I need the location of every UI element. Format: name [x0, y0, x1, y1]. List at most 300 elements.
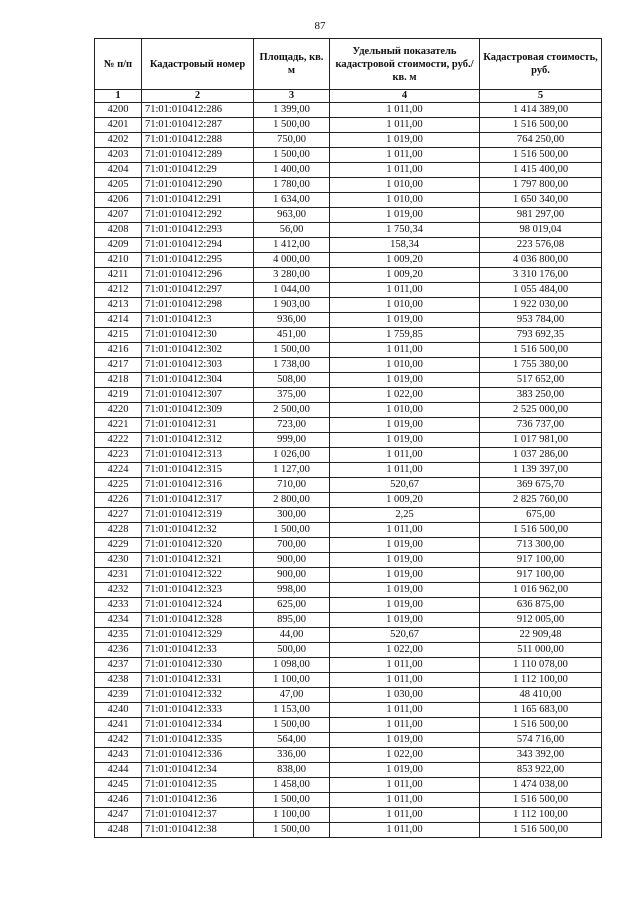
cadastral-cost-cell: 1 650 340,00 — [480, 193, 602, 208]
table-row — [95, 748, 602, 763]
cadastral-cost-cell: 1 016 962,00 — [480, 583, 602, 598]
table-row — [95, 508, 602, 523]
row-index-cell: 4231 — [95, 568, 142, 583]
cadastral-cost-cell: 1 516 500,00 — [480, 793, 602, 808]
table-row — [95, 133, 602, 148]
cadastral-number-cell: 71:01:010412:324 — [142, 598, 254, 613]
unit-rate-cell: 1 030,00 — [330, 688, 480, 703]
cadastral-cost-cell: 1 516 500,00 — [480, 148, 602, 163]
row-index-cell: 4245 — [95, 778, 142, 793]
unit-rate-cell: 1 750,34 — [330, 223, 480, 238]
cadastral-number-cell: 71:01:010412:298 — [142, 298, 254, 313]
unit-rate-cell: 158,34 — [330, 238, 480, 253]
area-cell: 1 500,00 — [254, 718, 330, 733]
area-cell: 44,00 — [254, 628, 330, 643]
cadastral-number-cell: 71:01:010412:313 — [142, 448, 254, 463]
table-row — [95, 763, 602, 778]
row-index-cell: 4203 — [95, 148, 142, 163]
area-cell: 56,00 — [254, 223, 330, 238]
row-index-cell: 4201 — [95, 118, 142, 133]
cadastral-number-cell: 71:01:010412:317 — [142, 493, 254, 508]
unit-rate-cell: 1 011,00 — [330, 463, 480, 478]
cadastral-number-cell: 71:01:010412:319 — [142, 508, 254, 523]
table-row — [95, 163, 602, 178]
cadastral-number-cell: 71:01:010412:35 — [142, 778, 254, 793]
table-row — [95, 583, 602, 598]
cadastral-cost-cell: 853 922,00 — [480, 763, 602, 778]
table-row — [95, 718, 602, 733]
cadastral-number-cell: 71:01:010412:289 — [142, 148, 254, 163]
cadastral-number-cell: 71:01:010412:304 — [142, 373, 254, 388]
cadastral-number-cell: 71:01:010412:33 — [142, 643, 254, 658]
cadastral-cost-cell: 713 300,00 — [480, 538, 602, 553]
table-row — [95, 463, 602, 478]
cadastral-cost-cell: 1 516 500,00 — [480, 343, 602, 358]
cadastral-cost-cell: 917 100,00 — [480, 553, 602, 568]
area-cell: 900,00 — [254, 568, 330, 583]
cadastral-number-cell: 71:01:010412:331 — [142, 673, 254, 688]
area-cell: 1 098,00 — [254, 658, 330, 673]
table-row — [95, 373, 602, 388]
area-cell: 2 800,00 — [254, 493, 330, 508]
unit-rate-cell: 520,67 — [330, 478, 480, 493]
area-cell: 1 500,00 — [254, 343, 330, 358]
table-row — [95, 823, 602, 838]
table-row — [95, 388, 602, 403]
unit-rate-cell: 1 011,00 — [330, 343, 480, 358]
unit-rate-cell: 1 010,00 — [330, 403, 480, 418]
area-cell: 47,00 — [254, 688, 330, 703]
area-cell: 625,00 — [254, 598, 330, 613]
table-row — [95, 778, 602, 793]
cadastral-number-cell: 71:01:010412:333 — [142, 703, 254, 718]
cadastral-number-cell: 71:01:010412:287 — [142, 118, 254, 133]
table-row — [95, 598, 602, 613]
unit-rate-cell: 1 759,85 — [330, 328, 480, 343]
area-cell: 710,00 — [254, 478, 330, 493]
table-row — [95, 313, 602, 328]
table-row — [95, 223, 602, 238]
cadastral-number-cell: 71:01:010412:37 — [142, 808, 254, 823]
cadastral-cost-cell: 1 037 286,00 — [480, 448, 602, 463]
unit-rate-cell: 1 011,00 — [330, 163, 480, 178]
table-row — [95, 553, 602, 568]
row-index-cell: 4230 — [95, 553, 142, 568]
area-cell: 1 153,00 — [254, 703, 330, 718]
unit-rate-cell: 1 019,00 — [330, 313, 480, 328]
cadastral-number-cell: 71:01:010412:332 — [142, 688, 254, 703]
cadastral-cost-cell: 223 576,08 — [480, 238, 602, 253]
cadastral-cost-cell: 981 297,00 — [480, 208, 602, 223]
table-row — [95, 208, 602, 223]
area-cell: 1 400,00 — [254, 163, 330, 178]
table-row — [95, 703, 602, 718]
row-index-cell: 4208 — [95, 223, 142, 238]
table-header — [95, 39, 602, 103]
unit-rate-cell: 1 009,20 — [330, 253, 480, 268]
table-row — [95, 283, 602, 298]
cadastral-cost-cell: 511 000,00 — [480, 643, 602, 658]
cadastral-number-cell: 71:01:010412:288 — [142, 133, 254, 148]
row-index-cell: 4240 — [95, 703, 142, 718]
cadastral-number-cell: 71:01:010412:34 — [142, 763, 254, 778]
cadastral-cost-cell: 793 692,35 — [480, 328, 602, 343]
table-row — [95, 808, 602, 823]
cadastral-number-cell: 71:01:010412:334 — [142, 718, 254, 733]
cadastral-number-cell: 71:01:010412:293 — [142, 223, 254, 238]
cadastral-number-cell: 71:01:010412:3 — [142, 313, 254, 328]
cadastral-number-cell: 71:01:010412:295 — [142, 253, 254, 268]
table-row — [95, 298, 602, 313]
cadastral-cost-cell: 675,00 — [480, 508, 602, 523]
column-number: 3 — [254, 90, 330, 103]
table-row — [95, 643, 602, 658]
unit-rate-cell: 1 019,00 — [330, 733, 480, 748]
column-number: 2 — [142, 90, 254, 103]
area-cell: 2 500,00 — [254, 403, 330, 418]
table-row — [95, 523, 602, 538]
cadastral-number-cell: 71:01:010412:330 — [142, 658, 254, 673]
area-cell: 1 634,00 — [254, 193, 330, 208]
cadastral-cost-cell: 912 005,00 — [480, 613, 602, 628]
table-row — [95, 433, 602, 448]
area-cell: 564,00 — [254, 733, 330, 748]
header-index: № п/п — [95, 39, 142, 90]
area-cell: 1 500,00 — [254, 148, 330, 163]
area-cell: 1 903,00 — [254, 298, 330, 313]
area-cell: 3 280,00 — [254, 268, 330, 283]
unit-rate-cell: 1 010,00 — [330, 298, 480, 313]
cadastral-cost-cell: 1 797 800,00 — [480, 178, 602, 193]
row-index-cell: 4234 — [95, 613, 142, 628]
table-row — [95, 418, 602, 433]
cadastral-number-cell: 71:01:010412:323 — [142, 583, 254, 598]
unit-rate-cell: 1 011,00 — [330, 823, 480, 838]
row-index-cell: 4228 — [95, 523, 142, 538]
unit-rate-cell: 1 011,00 — [330, 148, 480, 163]
area-cell: 1 780,00 — [254, 178, 330, 193]
table-row — [95, 493, 602, 508]
cadastral-number-cell: 71:01:010412:297 — [142, 283, 254, 298]
cadastral-number-cell: 71:01:010412:290 — [142, 178, 254, 193]
table-row — [95, 268, 602, 283]
row-index-cell: 4243 — [95, 748, 142, 763]
row-index-cell: 4221 — [95, 418, 142, 433]
cadastral-cost-cell: 22 909,48 — [480, 628, 602, 643]
row-index-cell: 4207 — [95, 208, 142, 223]
row-index-cell: 4225 — [95, 478, 142, 493]
cadastral-number-cell: 71:01:010412:322 — [142, 568, 254, 583]
table-row — [95, 478, 602, 493]
cadastral-cost-cell: 1 516 500,00 — [480, 823, 602, 838]
area-cell: 999,00 — [254, 433, 330, 448]
cadastral-cost-cell: 2 525 000,00 — [480, 403, 602, 418]
row-index-cell: 4226 — [95, 493, 142, 508]
unit-rate-cell: 520,67 — [330, 628, 480, 643]
area-cell: 700,00 — [254, 538, 330, 553]
table-row — [95, 403, 602, 418]
unit-rate-cell: 1 022,00 — [330, 643, 480, 658]
area-cell: 723,00 — [254, 418, 330, 433]
header-cadastral-cost: Кадастровая стоимость, руб. — [480, 39, 602, 90]
unit-rate-cell: 1 010,00 — [330, 178, 480, 193]
unit-rate-cell: 1 011,00 — [330, 673, 480, 688]
area-cell: 1 044,00 — [254, 283, 330, 298]
header-cadastral-number: Кадастровый номер — [142, 39, 254, 90]
unit-rate-cell: 1 019,00 — [330, 568, 480, 583]
area-cell: 300,00 — [254, 508, 330, 523]
area-cell: 508,00 — [254, 373, 330, 388]
unit-rate-cell: 1 011,00 — [330, 448, 480, 463]
table-row — [95, 178, 602, 193]
cadastral-number-cell: 71:01:010412:291 — [142, 193, 254, 208]
cadastral-cost-cell: 1 474 038,00 — [480, 778, 602, 793]
unit-rate-cell: 1 011,00 — [330, 118, 480, 133]
cadastral-cost-cell: 1 755 380,00 — [480, 358, 602, 373]
unit-rate-cell: 2,25 — [330, 508, 480, 523]
row-index-cell: 4205 — [95, 178, 142, 193]
table-body — [95, 103, 602, 838]
row-index-cell: 4210 — [95, 253, 142, 268]
cadastral-number-cell: 71:01:010412:335 — [142, 733, 254, 748]
table-row — [95, 733, 602, 748]
cadastral-cost-cell: 1 165 683,00 — [480, 703, 602, 718]
cadastral-number-cell: 71:01:010412:30 — [142, 328, 254, 343]
cadastral-number-cell: 71:01:010412:292 — [142, 208, 254, 223]
cadastral-cost-cell: 1 415 400,00 — [480, 163, 602, 178]
row-index-cell: 4200 — [95, 103, 142, 118]
table-row — [95, 148, 602, 163]
cadastral-number-cell: 71:01:010412:38 — [142, 823, 254, 838]
row-index-cell: 4206 — [95, 193, 142, 208]
row-index-cell: 4242 — [95, 733, 142, 748]
table-row — [95, 628, 602, 643]
row-index-cell: 4233 — [95, 598, 142, 613]
unit-rate-cell: 1 011,00 — [330, 283, 480, 298]
row-index-cell: 4219 — [95, 388, 142, 403]
row-index-cell: 4241 — [95, 718, 142, 733]
row-index-cell: 4232 — [95, 583, 142, 598]
cadastral-cost-cell: 3 310 176,00 — [480, 268, 602, 283]
cadastral-cost-cell: 1 414 389,00 — [480, 103, 602, 118]
table-row — [95, 238, 602, 253]
unit-rate-cell: 1 019,00 — [330, 598, 480, 613]
cadastral-cost-cell: 2 825 760,00 — [480, 493, 602, 508]
row-index-cell: 4244 — [95, 763, 142, 778]
table-row — [95, 253, 602, 268]
row-index-cell: 4218 — [95, 373, 142, 388]
row-index-cell: 4247 — [95, 808, 142, 823]
row-index-cell: 4227 — [95, 508, 142, 523]
unit-rate-cell: 1 022,00 — [330, 748, 480, 763]
cadastral-cost-cell: 1 112 100,00 — [480, 808, 602, 823]
unit-rate-cell: 1 011,00 — [330, 718, 480, 733]
cadastral-number-cell: 71:01:010412:307 — [142, 388, 254, 403]
cadastral-cost-cell: 1 516 500,00 — [480, 523, 602, 538]
row-index-cell: 4202 — [95, 133, 142, 148]
cadastral-number-cell: 71:01:010412:32 — [142, 523, 254, 538]
unit-rate-cell: 1 010,00 — [330, 358, 480, 373]
table-row — [95, 103, 602, 118]
unit-rate-cell: 1 019,00 — [330, 763, 480, 778]
row-index-cell: 4229 — [95, 538, 142, 553]
cadastral-number-cell: 71:01:010412:29 — [142, 163, 254, 178]
row-index-cell: 4235 — [95, 628, 142, 643]
cadastral-cost-cell: 369 675,70 — [480, 478, 602, 493]
unit-rate-cell: 1 019,00 — [330, 433, 480, 448]
unit-rate-cell: 1 010,00 — [330, 193, 480, 208]
cadastral-number-cell: 71:01:010412:303 — [142, 358, 254, 373]
table-row — [95, 688, 602, 703]
row-index-cell: 4237 — [95, 658, 142, 673]
area-cell: 838,00 — [254, 763, 330, 778]
cadastral-cost-cell: 1 110 078,00 — [480, 658, 602, 673]
cadastral-number-cell: 71:01:010412:329 — [142, 628, 254, 643]
header-unit-rate: Удельный показатель кадастровой стоимости, руб./кв. м — [330, 39, 480, 90]
cadastral-number-cell: 71:01:010412:315 — [142, 463, 254, 478]
row-index-cell: 4248 — [95, 823, 142, 838]
area-cell: 1 500,00 — [254, 793, 330, 808]
cadastral-number-cell: 71:01:010412:294 — [142, 238, 254, 253]
row-index-cell: 4220 — [95, 403, 142, 418]
row-index-cell: 4239 — [95, 688, 142, 703]
area-cell: 936,00 — [254, 313, 330, 328]
area-cell: 1 399,00 — [254, 103, 330, 118]
area-cell: 1 100,00 — [254, 673, 330, 688]
cadastral-number-cell: 71:01:010412:312 — [142, 433, 254, 448]
cadastral-table — [94, 38, 602, 838]
unit-rate-cell: 1 009,20 — [330, 268, 480, 283]
area-cell: 1 458,00 — [254, 778, 330, 793]
area-cell: 1 500,00 — [254, 523, 330, 538]
unit-rate-cell: 1 019,00 — [330, 418, 480, 433]
row-index-cell: 4246 — [95, 793, 142, 808]
table-row — [95, 448, 602, 463]
unit-rate-cell: 1 011,00 — [330, 778, 480, 793]
row-index-cell: 4212 — [95, 283, 142, 298]
cadastral-cost-cell: 574 716,00 — [480, 733, 602, 748]
unit-rate-cell: 1 019,00 — [330, 613, 480, 628]
cadastral-cost-cell: 1 017 981,00 — [480, 433, 602, 448]
row-index-cell: 4217 — [95, 358, 142, 373]
cadastral-cost-cell: 1 516 500,00 — [480, 118, 602, 133]
table-row — [95, 568, 602, 583]
header-area: Площадь, кв. м — [254, 39, 330, 90]
area-cell: 375,00 — [254, 388, 330, 403]
cadastral-cost-cell: 1 112 100,00 — [480, 673, 602, 688]
cadastral-number-cell: 71:01:010412:336 — [142, 748, 254, 763]
unit-rate-cell: 1 011,00 — [330, 793, 480, 808]
unit-rate-cell: 1 011,00 — [330, 703, 480, 718]
area-cell: 1 100,00 — [254, 808, 330, 823]
unit-rate-cell: 1 011,00 — [330, 658, 480, 673]
table-row — [95, 793, 602, 808]
table-row — [95, 328, 602, 343]
unit-rate-cell: 1 009,20 — [330, 493, 480, 508]
row-index-cell: 4224 — [95, 463, 142, 478]
table-row — [95, 343, 602, 358]
row-index-cell: 4213 — [95, 298, 142, 313]
area-cell: 1 026,00 — [254, 448, 330, 463]
area-cell: 750,00 — [254, 133, 330, 148]
cadastral-number-cell: 71:01:010412:316 — [142, 478, 254, 493]
row-index-cell: 4211 — [95, 268, 142, 283]
table-row — [95, 538, 602, 553]
cadastral-cost-cell: 1 139 397,00 — [480, 463, 602, 478]
area-cell: 963,00 — [254, 208, 330, 223]
cadastral-number-cell: 71:01:010412:309 — [142, 403, 254, 418]
area-cell: 900,00 — [254, 553, 330, 568]
cadastral-number-cell: 71:01:010412:36 — [142, 793, 254, 808]
row-index-cell: 4209 — [95, 238, 142, 253]
unit-rate-cell: 1 019,00 — [330, 373, 480, 388]
area-cell: 1 412,00 — [254, 238, 330, 253]
cadastral-cost-cell: 1 055 484,00 — [480, 283, 602, 298]
cadastral-cost-cell: 953 784,00 — [480, 313, 602, 328]
area-cell: 1 738,00 — [254, 358, 330, 373]
cadastral-cost-cell: 636 875,00 — [480, 598, 602, 613]
page-number: 87 — [314, 20, 326, 32]
table-row — [95, 358, 602, 373]
cadastral-cost-cell: 48 410,00 — [480, 688, 602, 703]
unit-rate-cell: 1 019,00 — [330, 583, 480, 598]
cadastral-cost-cell: 1 516 500,00 — [480, 718, 602, 733]
cadastral-cost-cell: 98 019,04 — [480, 223, 602, 238]
unit-rate-cell: 1 019,00 — [330, 553, 480, 568]
area-cell: 1 500,00 — [254, 823, 330, 838]
area-cell: 895,00 — [254, 613, 330, 628]
unit-rate-cell: 1 011,00 — [330, 523, 480, 538]
unit-rate-cell: 1 019,00 — [330, 133, 480, 148]
column-number: 5 — [480, 90, 602, 103]
cadastral-number-cell: 71:01:010412:31 — [142, 418, 254, 433]
row-index-cell: 4204 — [95, 163, 142, 178]
cadastral-cost-cell: 764 250,00 — [480, 133, 602, 148]
cadastral-number-cell: 71:01:010412:296 — [142, 268, 254, 283]
area-cell: 451,00 — [254, 328, 330, 343]
cadastral-number-cell: 71:01:010412:320 — [142, 538, 254, 553]
row-index-cell: 4236 — [95, 643, 142, 658]
cadastral-cost-cell: 383 250,00 — [480, 388, 602, 403]
row-index-cell: 4215 — [95, 328, 142, 343]
unit-rate-cell: 1 011,00 — [330, 103, 480, 118]
cadastral-cost-cell: 343 392,00 — [480, 748, 602, 763]
row-index-cell: 4216 — [95, 343, 142, 358]
area-cell: 1 500,00 — [254, 118, 330, 133]
cadastral-cost-cell: 736 737,00 — [480, 418, 602, 433]
row-index-cell: 4222 — [95, 433, 142, 448]
cadastral-number-cell: 71:01:010412:286 — [142, 103, 254, 118]
table-row — [95, 613, 602, 628]
row-index-cell: 4238 — [95, 673, 142, 688]
table-row — [95, 658, 602, 673]
area-cell: 336,00 — [254, 748, 330, 763]
area-cell: 998,00 — [254, 583, 330, 598]
cadastral-number-cell: 71:01:010412:328 — [142, 613, 254, 628]
cadastral-cost-cell: 517 652,00 — [480, 373, 602, 388]
cadastral-cost-cell: 4 036 800,00 — [480, 253, 602, 268]
table-row — [95, 193, 602, 208]
row-index-cell: 4223 — [95, 448, 142, 463]
area-cell: 4 000,00 — [254, 253, 330, 268]
unit-rate-cell: 1 011,00 — [330, 808, 480, 823]
cadastral-cost-cell: 1 922 030,00 — [480, 298, 602, 313]
cadastral-cost-cell: 917 100,00 — [480, 568, 602, 583]
unit-rate-cell: 1 019,00 — [330, 538, 480, 553]
cadastral-number-cell: 71:01:010412:302 — [142, 343, 254, 358]
column-number-row — [95, 90, 602, 103]
table-row — [95, 673, 602, 688]
